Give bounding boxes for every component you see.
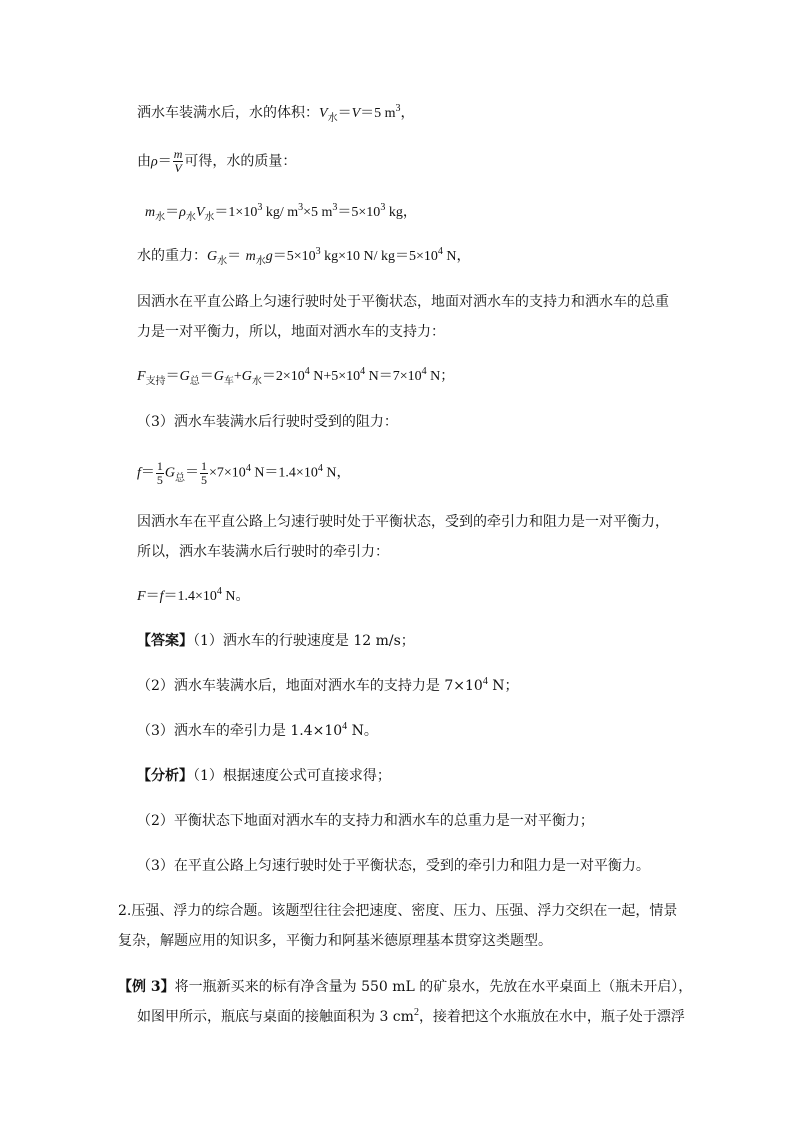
fraction-one-fifth: $\frac{1}{5}$ — [156, 459, 163, 487]
paragraph-line: 因洒水车在平直公路上匀速行驶时处于平衡状态，受到的牵引力和阻力是一对平衡力， — [137, 514, 669, 530]
density-formula-line: 由ρ＝ $\frac{m}{V}$ 可得，水的质量： — [137, 147, 297, 175]
analysis-line: （3）在平直公路上匀速行驶时处于平衡状态，受到的牵引力和阻力是一对平衡力。 — [137, 858, 650, 874]
section-heading: 2.压强、浮力的综合题。该题型往往会把速度、密度、压力、压强、浮力交织在一起，情景 — [118, 903, 678, 919]
fraction-m-over-v: $\frac{m}{V}$ — [173, 147, 183, 175]
answer-line: 【答案】（1）洒水车的行驶速度是 12 m/s； — [137, 633, 415, 649]
paragraph-line: 所以，洒水车装满水后行驶时的牵引力： — [137, 544, 389, 560]
volume-line: 洒水车装满水后，水的体积：$V_水=V=5$ $m^3$， — [137, 103, 415, 124]
resistance-line: f＝ $\frac{1}{5}$ $G_总=$ $\frac{1}{5}$ $\times 7\times 10^4$ $N=1.4\times 10^4$ N， — [137, 459, 351, 487]
example-line: 如图甲所示，瓶底与桌面的接触面积为 3 $cm^2$，接着把这个水瓶放在水中，瓶子处于漂浮 — [137, 1007, 685, 1025]
paragraph-line: 力是一对平衡力，所以，地面对洒水车的支持力： — [137, 324, 445, 340]
fraction-one-fifth: $\frac{1}{5}$ — [201, 459, 208, 487]
traction-line: $F=f=1.4\times 10^4$ N。 — [137, 586, 250, 604]
mass-calc-line: $m_水=\rho_水V_水=1\times 10^3$ kg/ $m^3\times 5$ $m^3=5\times 10^3$ kg， — [145, 202, 417, 223]
answer-line: （2）洒水车装满水后，地面对洒水车的支持力是 $7\times 10^4$ N； — [137, 676, 519, 694]
analysis-line: （2）平衡状态下地面对洒水车的支持力和洒水车的总重力是一对平衡力； — [137, 813, 594, 829]
analysis-line: 【分析】（1）根据速度公式可直接求得； — [137, 768, 391, 784]
support-force-line: $F_{支持}=G_总=G_车+G_水=2\times 10^4$ $N+5\times 10^4$ $N=7\times 10^4$ N； — [137, 366, 455, 387]
paragraph-line: 因洒水在平直公路上匀速行驶时处于平衡状态，地面对洒水车的支持力和洒水车的总重 — [137, 294, 669, 310]
example-line: 【例 3】将一瓶新买来的标有净含量为 550 mL 的矿泉水，先放在水平桌面上（瓶未开启）， — [118, 979, 693, 995]
gravity-line: 水的重力：$G_水= m_水g=5\times 10^3$ kg×10 N/ $kg=5\times 10^4$ N， — [137, 246, 471, 267]
answer-line: （3）洒水车的牵引力是 $1.4\times 10^4$ N。 — [137, 721, 378, 739]
paragraph-line: （3）洒水车装满水后行驶时受到的阻力： — [137, 414, 398, 430]
section-text: 复杂，解题应用的知识多，平衡力和阿基米德原理基本贯穿这类题型。 — [118, 933, 552, 949]
